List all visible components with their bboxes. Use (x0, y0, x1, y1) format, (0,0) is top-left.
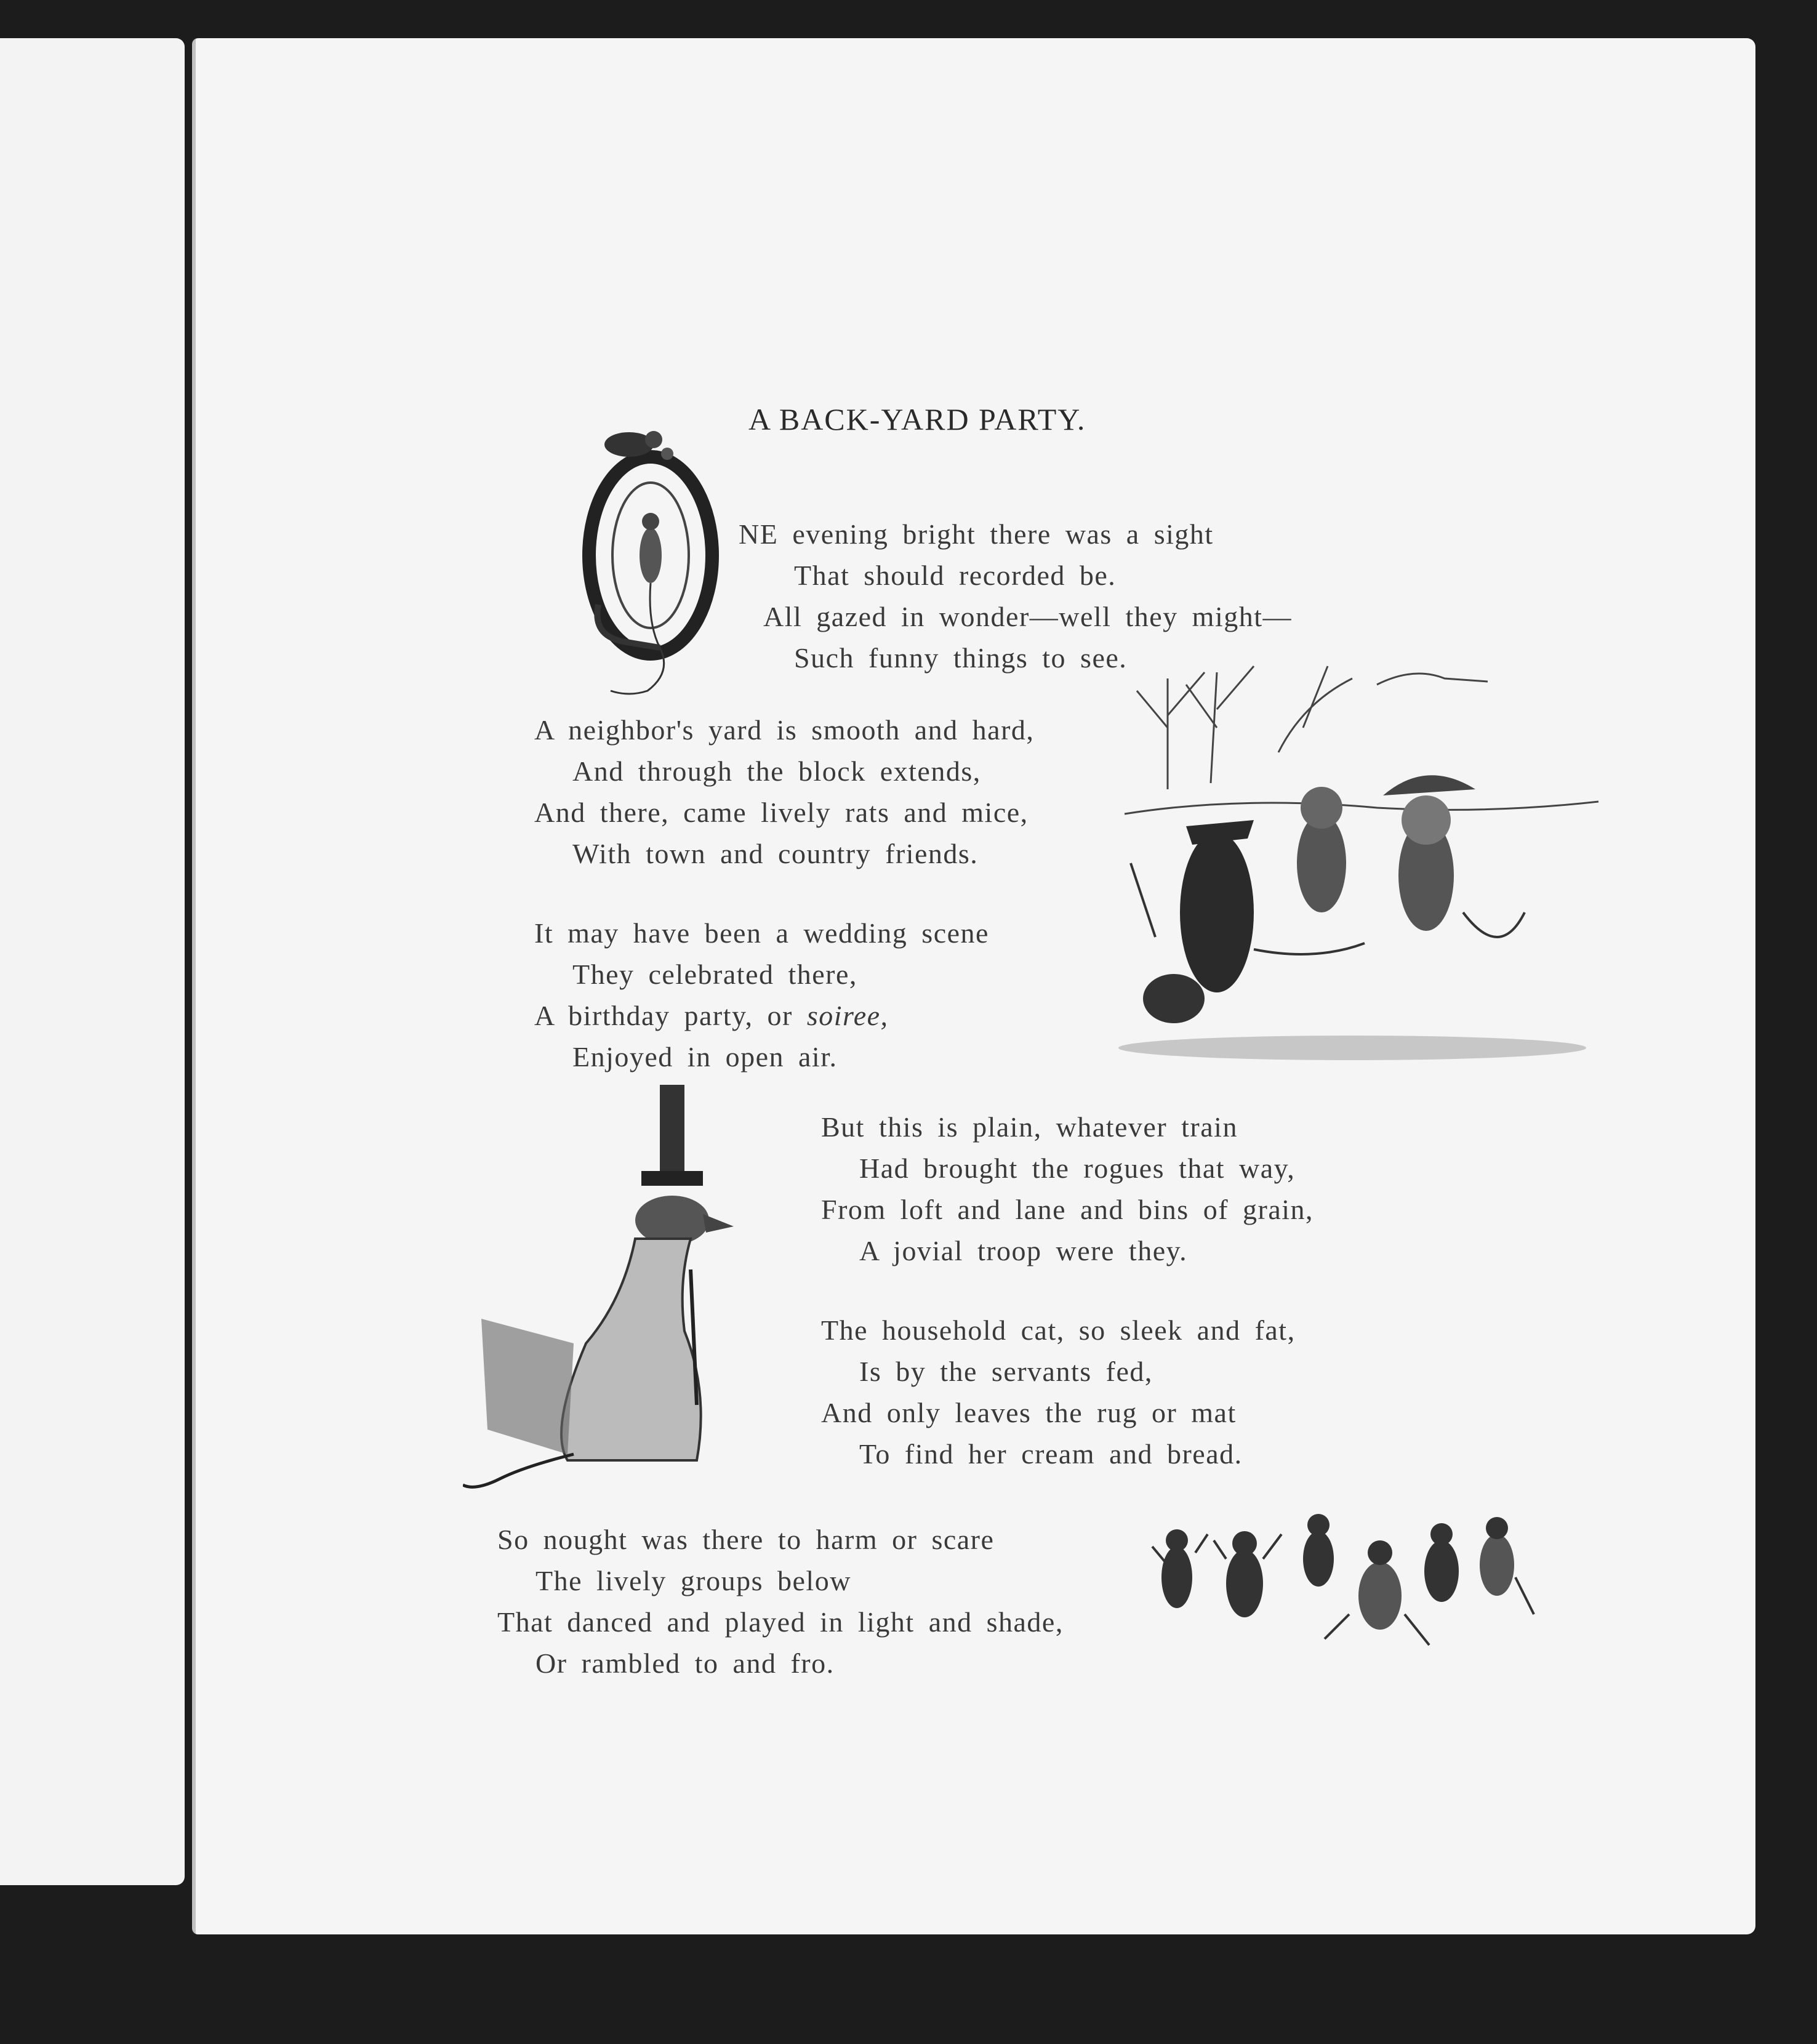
verse-line: All gazed in wonder—well they might— (763, 601, 1293, 632)
verse-line: And only leaves the rug or mat (821, 1397, 1237, 1428)
dancing-mice-illustration (1140, 1491, 1620, 1664)
drop-cap-o-illustration (574, 401, 734, 703)
verse-line: That danced and played in light and shade, (497, 1606, 1064, 1638)
verse-line: Enjoyed in open air. (572, 1041, 838, 1072)
verse-line: And through the block extends, (572, 755, 981, 787)
book-page (192, 38, 1755, 1934)
verse-line: From loft and lane and bins of grain, (821, 1194, 1314, 1225)
verse-line: Such funny things to see. (794, 642, 1128, 674)
verse-line: And there, came lively rats and mice, (534, 797, 1029, 828)
verse-line: With town and country friends. (572, 838, 979, 869)
verse-line: A neighbor's yard is smooth and hard, (534, 714, 1035, 746)
stanza-3 (534, 912, 989, 1077)
facing-page-edge (0, 38, 185, 1885)
verse-line: The household cat, so sleek and fat, (821, 1314, 1296, 1346)
stanza-2 (534, 709, 1034, 874)
verse-line: So nought was there to harm or scare (497, 1524, 995, 1555)
verse-line: It may have been a wedding scene (534, 917, 989, 949)
stanza-6 (497, 1519, 1064, 1684)
verse-line: To find her cream and bread. (859, 1438, 1243, 1470)
verse-line: Is by the servants fed, (859, 1356, 1153, 1387)
verse-line: But this is plain, whatever train (821, 1111, 1238, 1143)
italic-word: soiree, (806, 1000, 889, 1031)
page-gutter (192, 38, 196, 1934)
stanza-5 (821, 1310, 1296, 1475)
verse-line: A jovial troop were they. (859, 1235, 1188, 1266)
verse-line: Or rambled to and fro. (535, 1648, 835, 1679)
verse-line: NE evening bright there was a sight (739, 518, 1214, 550)
verse-line (534, 995, 989, 1036)
lady-rat-illustration (463, 1085, 758, 1497)
page-title: A BACK-YARD PARTY. (748, 402, 1086, 437)
verse-line: They celebrated there, (572, 959, 857, 990)
stanza-4 (821, 1106, 1314, 1271)
verse-line: That should recorded be. (794, 560, 1117, 591)
dancing-rats-illustration (1118, 654, 1617, 1085)
verse-line: Had brought the rogues that way, (859, 1153, 1296, 1184)
verse-line: The lively groups below (535, 1565, 851, 1596)
verse-line-start: A birthday party, or (534, 1000, 807, 1031)
